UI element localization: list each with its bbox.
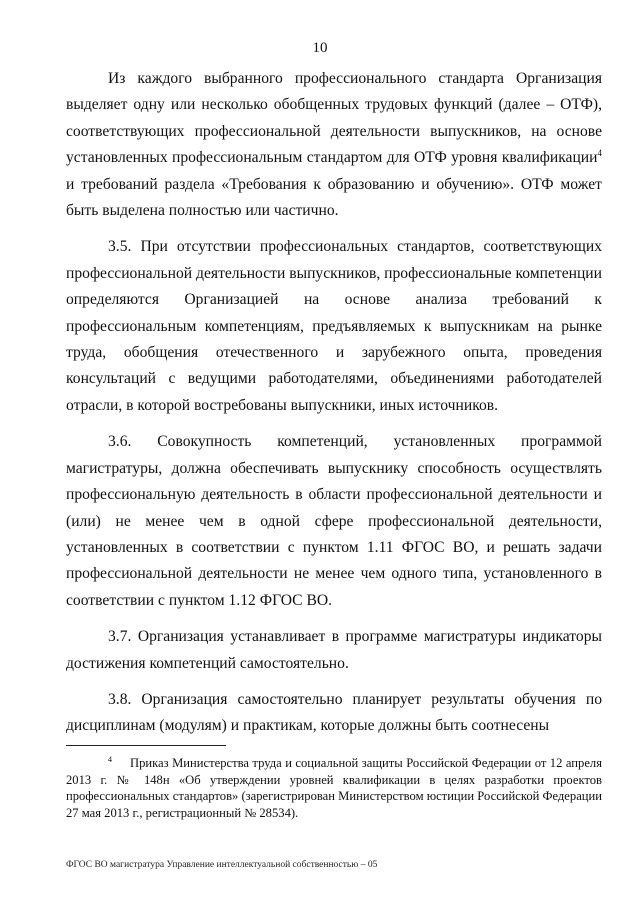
footnote-divider xyxy=(66,745,226,746)
footnote xyxy=(66,752,602,821)
paragraph-3-8: 3.8. Организация самостоятельно планирует результаты обучения по дисциплинам (модулям) и практикам, которые должны быть соотнесены xyxy=(66,690,602,735)
page-footer: ФГОС ВО магистратура Управление интеллектуальной собственностью – 05 xyxy=(66,860,378,870)
footnote-mark: 4 xyxy=(108,755,112,764)
paragraph-intro-tail: и требований раздела «Требования к образованию и обучению». ОТФ может быть выделена полностью или частично. xyxy=(66,175,602,220)
paragraph-intro-text: Из каждого выбранного профессионального стандарта Организация выделяет одну или несколько обобщенных трудовых функций (далее – ОТФ), соответствующих профессиональной деятельности выпускников, на основе установленных профессиональным стандартом для ОТФ уровня квалификации xyxy=(66,70,602,167)
paragraph-intro xyxy=(66,66,602,224)
page-number: 10 xyxy=(312,40,328,56)
paragraph-3-5: 3.5. При отсутствии профессиональных стандартов, соответствующих профессиональной деятельности выпускников, профессиональные компетенции определяются Организацией на основе анализа требований к профессиональным компетенциям, предъявляемых к выпускникам на рынке труда, обобщения отечественного и зарубежного опыта, проведения консультаций с ведущими работодателями, объединениями работодателей отрасли, в которой востребованы выпускники, иных источников. xyxy=(66,238,602,414)
main-text xyxy=(66,66,602,750)
footnote-text: Приказ Министерства труда и социальной защиты Российской Федерации от 12 апреля 2013 г. № 148н «Об утверждении уровней квалификации в целях разработки проектов профессиональных стандартов» (зарегистрирован Министерством юстиции Российской Федерации 27 мая 2013 г., регистрационный № 28534). xyxy=(66,756,602,820)
paragraph-3-7: 3.7. Организация устанавливает в программе магистратуры индикаторы достижения компетенций самостоятельно. xyxy=(66,628,602,672)
paragraph-3-6: 3.6. Совокупность компетенций, установленных программой магистратуры, должна обеспечивать выпускнику способность осуществлять профессиональную деятельность в области профессиональной деятельности и (или) не менее чем в одной сфере профессиональной деятельности, установленных в соответствии с пунктом 1.11 ФГОС ВО, и решать задачи профессиональной деятельности не менее чем одного типа, установленного в соответствии с пунктом 1.12 ФГОС ВО. xyxy=(66,433,602,609)
footnote-reference: 4 xyxy=(597,148,602,159)
